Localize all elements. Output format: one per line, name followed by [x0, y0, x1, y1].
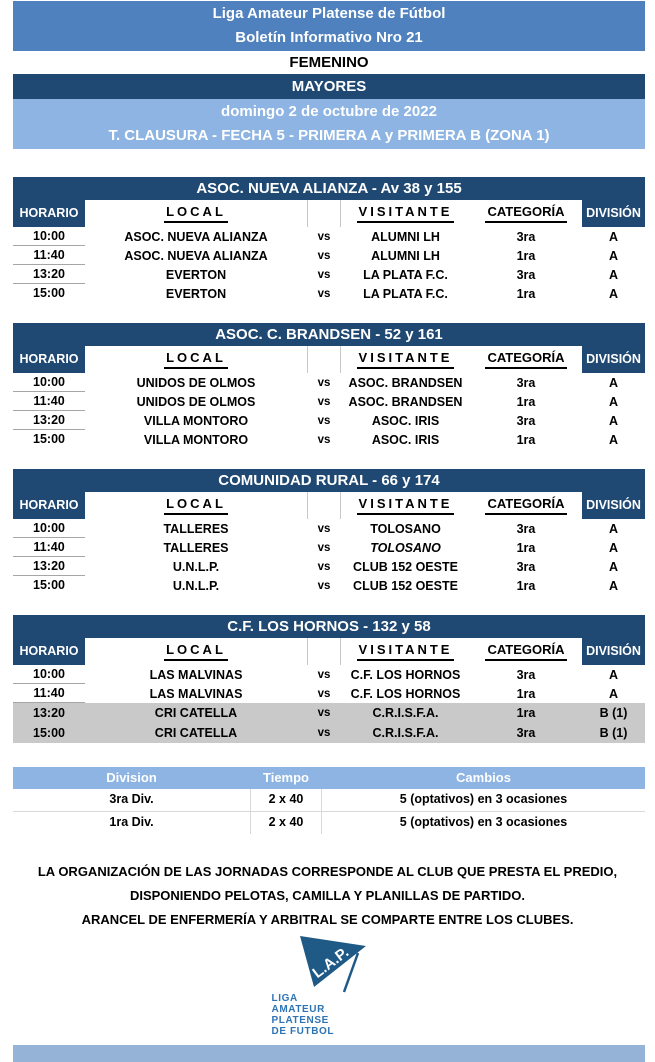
rules-cambios-value: 5 (optativos) en 3 ocasiones — [399, 815, 568, 829]
match-local: UNIDOS DE OLMOS — [136, 375, 256, 390]
match-categoria: 1ra — [516, 248, 536, 263]
match-time: 10:00 — [13, 373, 85, 392]
match-vs: vs — [317, 376, 331, 389]
match-row — [13, 246, 645, 265]
rules-table — [13, 767, 645, 834]
col-horario: HORARIO — [13, 638, 85, 665]
match-row — [13, 576, 645, 595]
match-local: U.N.L.P. — [172, 578, 220, 593]
match-visitante: C.R.I.S.F.A. — [372, 726, 439, 740]
match-local: ASOC. NUEVA ALIANZA — [124, 229, 268, 244]
venue-table — [13, 323, 645, 449]
col-local — [85, 642, 307, 661]
round-line: T. CLAUSURA - FECHA 5 - PRIMERA A y PRIMERA B (ZONA 1) — [108, 127, 550, 144]
logo-line: AMATEUR — [271, 1004, 325, 1015]
match-time: 13:20 — [13, 557, 85, 576]
match-division: A — [608, 229, 619, 244]
rules-header-row — [13, 767, 645, 789]
match-row — [13, 538, 645, 557]
match-row — [13, 227, 645, 246]
venue-title: ASOC. C. BRANDSEN - 52 y 161 — [13, 323, 645, 346]
rules-header-cambios: Cambios — [456, 770, 511, 785]
col-vs — [307, 346, 341, 373]
match-row — [13, 430, 645, 449]
date-line: domingo 2 de octubre de 2022 — [221, 103, 437, 120]
col-visitante — [341, 496, 470, 515]
venue-table — [13, 469, 645, 595]
match-local: TALLERES — [163, 540, 229, 555]
logo-line: DE FUTBOL — [271, 1026, 335, 1037]
match-time: 13:20 — [13, 411, 85, 430]
match-categoria: 3ra — [516, 559, 536, 574]
match-visitante: C.R.I.S.F.A. — [372, 706, 439, 720]
match-division: A — [608, 578, 619, 593]
match-categoria: 3ra — [516, 726, 536, 740]
match-division: A — [608, 540, 619, 555]
match-time: 11:40 — [13, 684, 85, 703]
rules-header-tiempo: Tiempo — [263, 770, 309, 785]
match-categoria: 1ra — [516, 394, 536, 409]
match-categoria: 3ra — [516, 229, 536, 244]
col-division: DIVISIÓN — [582, 492, 645, 519]
match-local: EVERTON — [165, 267, 227, 282]
match-vs: vs — [317, 287, 331, 300]
col-local-label: LOCAL — [164, 642, 228, 661]
col-visitante-label: VISITANTE — [357, 350, 455, 369]
col-categoria-label: CATEGORÍA — [485, 496, 566, 515]
col-vs — [307, 492, 341, 519]
match-time: 11:40 — [13, 392, 85, 411]
match-vs: vs — [317, 268, 331, 281]
col-visitante — [341, 350, 470, 369]
col-categoria-label: CATEGORÍA — [485, 642, 566, 661]
match-local: U.N.L.P. — [172, 559, 220, 574]
match-local: CRI CATELLA — [154, 726, 238, 740]
match-local: UNIDOS DE OLMOS — [136, 394, 256, 409]
match-division: B (1) — [599, 726, 628, 740]
match-local: LAS MALVINAS — [149, 667, 243, 682]
rules-body — [13, 789, 645, 834]
match-row — [13, 723, 645, 743]
match-categoria: 1ra — [516, 432, 536, 447]
rules-cambios-value: 5 (optativos) en 3 ocasiones — [399, 792, 568, 806]
match-division: A — [608, 432, 619, 447]
col-horario: HORARIO — [13, 200, 85, 227]
venue-table — [13, 615, 645, 743]
match-row — [13, 557, 645, 576]
match-time: 13:20 — [33, 705, 65, 720]
pennant-flag-label: L.A.P. — [308, 943, 352, 982]
match-vs: vs — [317, 579, 331, 592]
section-femenino: FEMENINO — [289, 54, 369, 71]
col-local — [85, 350, 307, 369]
match-time: 10:00 — [13, 665, 85, 684]
col-visitante-label: VISITANTE — [357, 496, 455, 515]
match-visitante: ALUMNI LH — [371, 248, 440, 263]
match-visitante: LA PLATA F.C. — [363, 267, 448, 282]
col-local-label: LOCAL — [164, 204, 228, 223]
match-division: A — [608, 375, 619, 390]
match-local: LAS MALVINAS — [149, 686, 243, 701]
match-vs: vs — [317, 414, 331, 427]
date-band — [13, 99, 645, 149]
match-visitante: LA PLATA F.C. — [363, 286, 448, 301]
col-division: DIVISIÓN — [582, 346, 645, 373]
col-visitante — [341, 642, 470, 661]
match-time: 10:00 — [13, 519, 85, 538]
match-visitante: ASOC. BRANDSEN — [348, 375, 463, 390]
bottom-bar — [13, 1045, 645, 1062]
rules-division-value: 3ra Div. — [109, 792, 154, 806]
match-time: 11:40 — [13, 538, 85, 557]
match-categoria: 3ra — [516, 667, 536, 682]
match-vs: vs — [317, 249, 331, 262]
match-time: 11:40 — [13, 246, 85, 265]
logo-wordmark — [272, 993, 384, 1037]
match-local: CRI CATELLA — [154, 706, 238, 720]
match-categoria: 3ra — [516, 413, 536, 428]
match-row — [13, 665, 645, 684]
col-categoria — [470, 350, 582, 369]
match-categoria: 1ra — [516, 286, 536, 301]
note-line: DISPONIENDO PELOTAS, CAMILLA Y PLANILLAS DE PARTIDO. — [129, 888, 526, 903]
col-categoria-label: CATEGORÍA — [485, 350, 566, 369]
match-row — [13, 519, 645, 538]
match-vs: vs — [317, 687, 331, 700]
col-local-label: LOCAL — [164, 350, 228, 369]
match-vs: vs — [317, 395, 331, 408]
col-horario: HORARIO — [13, 346, 85, 373]
match-division: A — [608, 686, 619, 701]
match-vs: vs — [317, 668, 331, 681]
venue-title: COMUNIDAD RURAL - 66 y 174 — [13, 469, 645, 492]
match-division: A — [608, 559, 619, 574]
match-time: 13:20 — [13, 265, 85, 284]
col-visitante-label: VISITANTE — [357, 642, 455, 661]
col-categoria — [470, 642, 582, 661]
match-division: A — [608, 267, 619, 282]
match-division: A — [608, 667, 619, 682]
match-row — [13, 373, 645, 392]
match-division: A — [608, 248, 619, 263]
col-vs — [307, 638, 341, 665]
logo-line: PLATENSE — [271, 1015, 329, 1026]
match-vs: vs — [317, 707, 331, 719]
match-row — [13, 684, 645, 703]
match-time: 15:00 — [33, 286, 65, 300]
rules-row — [13, 789, 645, 812]
match-visitante: TOLOSANO — [370, 521, 441, 536]
col-local-label: LOCAL — [164, 496, 228, 515]
col-division: DIVISIÓN — [582, 638, 645, 665]
pennant-flag-icon — [278, 935, 378, 993]
match-categoria: 3ra — [516, 267, 536, 282]
match-local: VILLA MONTORO — [143, 413, 249, 428]
venue-title: ASOC. NUEVA ALIANZA - Av 38 y 155 — [13, 177, 645, 200]
venue-header-row — [13, 346, 645, 373]
match-vs: vs — [317, 727, 331, 739]
section-mayores: MAYORES — [13, 74, 645, 99]
match-categoria: 1ra — [516, 540, 536, 555]
match-categoria: 3ra — [516, 521, 536, 536]
venue-table — [13, 177, 645, 303]
match-vs: vs — [317, 433, 331, 446]
match-visitante: ASOC. IRIS — [371, 413, 440, 428]
match-vs: vs — [317, 541, 331, 554]
match-visitante: TOLOSANO — [370, 540, 441, 555]
notes-paragraph — [0, 860, 655, 932]
match-division: A — [608, 394, 619, 409]
match-categoria: 3ra — [516, 375, 536, 390]
match-row — [13, 703, 645, 723]
match-visitante: C.F. LOS HORNOS — [350, 667, 461, 682]
venue-header-row — [13, 200, 645, 227]
match-division: A — [608, 521, 619, 536]
match-visitante: ASOC. IRIS — [371, 432, 440, 447]
match-visitante: CLUB 152 OESTE — [353, 578, 458, 593]
note-line: ARANCEL DE ENFERMERÍA Y ARBITRAL SE COMPARTE ENTRE LOS CLUBES. — [81, 912, 574, 927]
bulletin-title: Liga Amateur Platense de Fútbol — [212, 5, 446, 22]
match-division: A — [608, 413, 619, 428]
venue-title: C.F. LOS HORNOS - 132 y 58 — [13, 615, 645, 638]
lap-logo — [0, 935, 655, 1037]
col-visitante-label: VISITANTE — [357, 204, 455, 223]
match-row — [13, 265, 645, 284]
rules-division-value: 1ra Div. — [109, 815, 154, 829]
col-local — [85, 204, 307, 223]
col-horario: HORARIO — [13, 492, 85, 519]
col-local — [85, 496, 307, 515]
match-visitante: CLUB 152 OESTE — [353, 559, 458, 574]
match-visitante: ALUMNI LH — [371, 229, 440, 244]
rules-tiempo-value: 2 x 40 — [250, 789, 322, 811]
rules-tiempo-value: 2 x 40 — [250, 812, 322, 834]
match-visitante: ASOC. BRANDSEN — [348, 394, 463, 409]
match-vs: vs — [317, 560, 331, 573]
col-vs — [307, 200, 341, 227]
match-time: 15:00 — [33, 725, 65, 740]
match-local: ASOC. NUEVA ALIANZA — [124, 248, 268, 263]
match-categoria: 1ra — [516, 686, 536, 701]
match-time: 15:00 — [33, 432, 65, 446]
col-division: DIVISIÓN — [582, 200, 645, 227]
match-row — [13, 284, 645, 303]
match-division: B (1) — [599, 706, 628, 720]
logo-line: LIGA — [271, 993, 298, 1004]
venue-tables — [0, 177, 655, 743]
match-local: VILLA MONTORO — [143, 432, 249, 447]
match-categoria: 1ra — [516, 706, 536, 720]
match-vs: vs — [317, 230, 331, 243]
match-time: 15:00 — [33, 578, 65, 592]
col-categoria — [470, 204, 582, 223]
match-row — [13, 392, 645, 411]
match-local: TALLERES — [163, 521, 229, 536]
bulletin-header — [13, 1, 645, 51]
match-visitante: C.F. LOS HORNOS — [350, 686, 461, 701]
match-row — [13, 411, 645, 430]
match-categoria: 1ra — [516, 578, 536, 593]
match-local: EVERTON — [165, 286, 227, 301]
rules-row — [13, 812, 645, 834]
col-visitante — [341, 204, 470, 223]
bulletin-subtitle: Boletín Informativo Nro 21 — [235, 29, 423, 46]
match-vs: vs — [317, 522, 331, 535]
venue-header-row — [13, 638, 645, 665]
match-time: 10:00 — [13, 227, 85, 246]
venue-header-row — [13, 492, 645, 519]
col-categoria — [470, 496, 582, 515]
match-division: A — [608, 286, 619, 301]
rules-header-division: Division — [106, 770, 157, 785]
note-line: LA ORGANIZACIÓN DE LAS JORNADAS CORRESPONDE AL CLUB QUE PRESTA EL PREDIO, — [37, 864, 618, 879]
col-categoria-label: CATEGORÍA — [485, 204, 566, 223]
